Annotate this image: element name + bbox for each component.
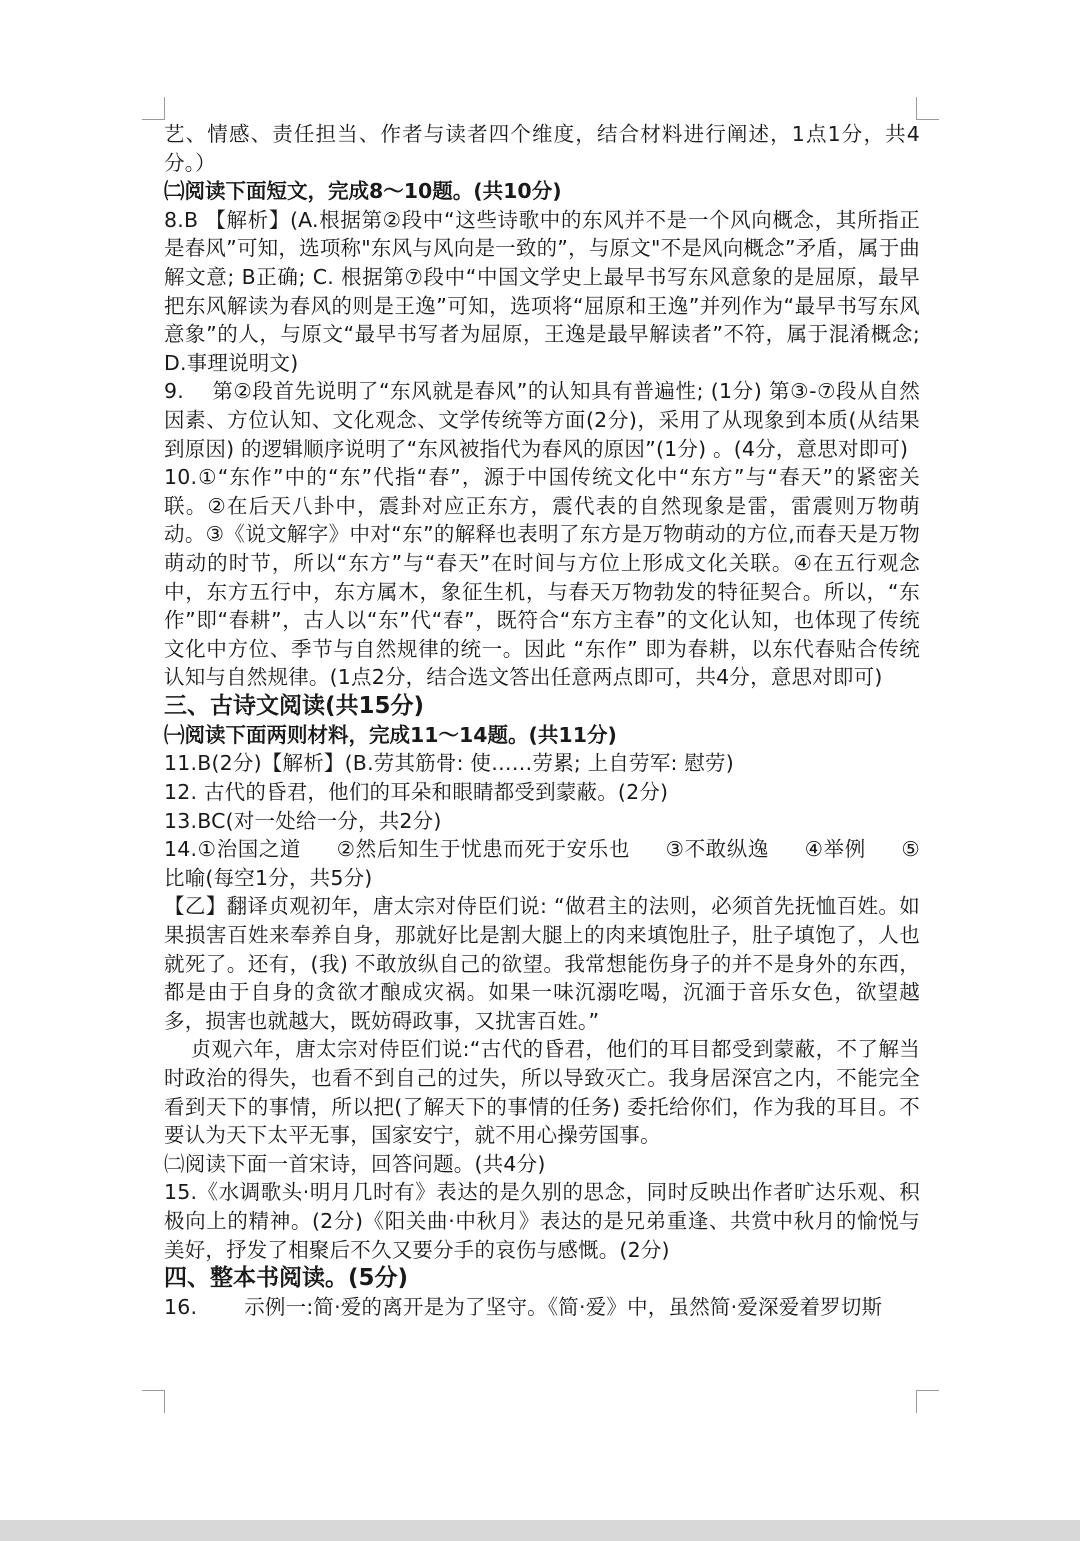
crop-mark-bottom-right	[916, 1390, 939, 1413]
crop-mark-top-left	[142, 97, 165, 120]
subheading-reading-2: ㈡阅读下面短文，完成8～10题。(共10分)	[164, 179, 562, 204]
answer-10: 10.①“东作”中的“东”代指“春”，源于中国传统文化中“东方”与“春天”的紧密关联。②在后天八卦中，震卦对应正东方，震代表的自然现象是雷，雷震则万物萌动。③《说文解字》中对“东”的解释也表明了东方是万物萌动的方位,而春天是万物萌动的时节，所以“东方”与“春天”在时间与方位上形成文化关联。④在五行观念中，东方五行中，东方属木，象征生机，与春天万物勃发的特征契合。所以，“东作”即“春耕”，古人以“东”代“春”，既符合“东方主春”的文化认知，也体现了传统文化中方位、季节与自然规律的统一。因此 “东作” 即为春耕，以东代春贴合传统认知与自然规律。(1点2分，结合选文答出任意两点即可，共4分，意思对即可)	[164, 465, 920, 690]
answer-16: 16. 示例一:简·爱的离开是为了坚守。《简·爱》中，虽然简·爱深爱着罗切斯	[164, 1295, 883, 1320]
crop-mark-top-right	[916, 97, 939, 120]
subheading-poem: ㈡阅读下面一首宋诗，回答问题。(共4分)	[164, 1151, 546, 1176]
answer-15: 15.《水调歌头·明月几时有》表达的是久别的思念，同时反映出作者旷达乐观、积极向上的精神。(2分)《阳关曲·中秋月》表达的是兄弟重逢、共赏中秋月的愉悦与美好，抒发了相聚后不久又要分手的哀伤与感慨。(2分)	[164, 1180, 920, 1262]
translation-paragraph-1: 【乙】翻译贞观初年，唐太宗对侍臣们说: “做君主的法则，必须首先抚恤百姓。如果损害百姓来奉养自身，那就好比是割大腿上的肉来填饱肚子，肚子填饱了，人也就死了。还有，(我) 不敢放纵自己的欲望。我常想能伤身子的并不是身外的东西，都是由于自身的贪欲才酿成灾祸。如果一味沉溺吃喝，沉湎于音乐女色，欲望越多，损害也就越大，既妨碍政事，又扰害百姓。”	[164, 894, 920, 1033]
section-heading-4: 四、整本书阅读。(5分)	[164, 1265, 409, 1292]
translation-paragraph-2: 贞观六年，唐太宗对侍臣们说:“古代的昏君，他们的耳目都受到蒙蔽，不了解当时政治的得失，也看不到自己的过失，所以导致灭亡。我身居深宫之内，不能完全看到天下的事情，所以把(了解天下的事情的任务) 委托给你们，作为我的耳目。不要认为天下太平无事，国家安宁，就不用心操劳国事。	[164, 1037, 920, 1148]
paragraph-continuation: 艺、情感、责任担当、作者与读者四个维度，结合材料进行阐述，1点1分，共4分。）	[164, 122, 920, 175]
answer-8: 8.B 【解析】(A.根据第②段中“这些诗歌中的东风并不是一个风向概念，其所指正是春风”可知，选项称"东风与风向是一致的”，与原文"不是风向概念”矛盾，属于曲解文意; B正确; C. 根据第⑦段中“中国文学史上最早书写东风意象的是屈原，最早把东风解读为春风的则是王逸”可知，选项将“屈原和王逸”并列作为“最早书写东风意象”的人，与原文“最早书写者为屈原，王逸是最早解读者”不符，属于混淆概念; D.事理说明文)	[164, 207, 927, 375]
answer-14: 14.①治国之道 ②然后知生于忧患而死于安乐也 ③不敢纵逸 ④举例 ⑤比喻(每空1分，共5分)	[164, 837, 920, 890]
answer-13: 13.BC(对一处给一分，共2分)	[164, 808, 442, 833]
answer-9: 9. 第②段首先说明了“东风就是春风”的认知具有普遍性; (1分) 第③-⑦段从自然因素、方位认知、文化观念、文学传统等方面(2分)，采用了从现象到本质(从结果到原因) 的逻辑顺序说明了“东风被指代为春风的原因”(1分) 。(4分，意思对即可)	[164, 379, 920, 461]
crop-mark-bottom-left	[142, 1390, 165, 1413]
answer-text-body	[164, 120, 927, 1370]
section-heading-3: 三、古诗文阅读(共15分)	[164, 692, 425, 719]
subheading-reading-1: ㈠阅读下面两则材料，完成11～14题。(共11分)	[164, 722, 617, 747]
answer-11: 11.B(2分)【解析】(B.劳其筋骨: 使……劳累; 上自劳军: 慰劳)	[164, 751, 734, 776]
viewer-bottom-bar	[0, 1520, 1080, 1541]
answer-12: 12. 古代的昏君，他们的耳朵和眼睛都受到蒙蔽。(2分)	[164, 780, 669, 805]
